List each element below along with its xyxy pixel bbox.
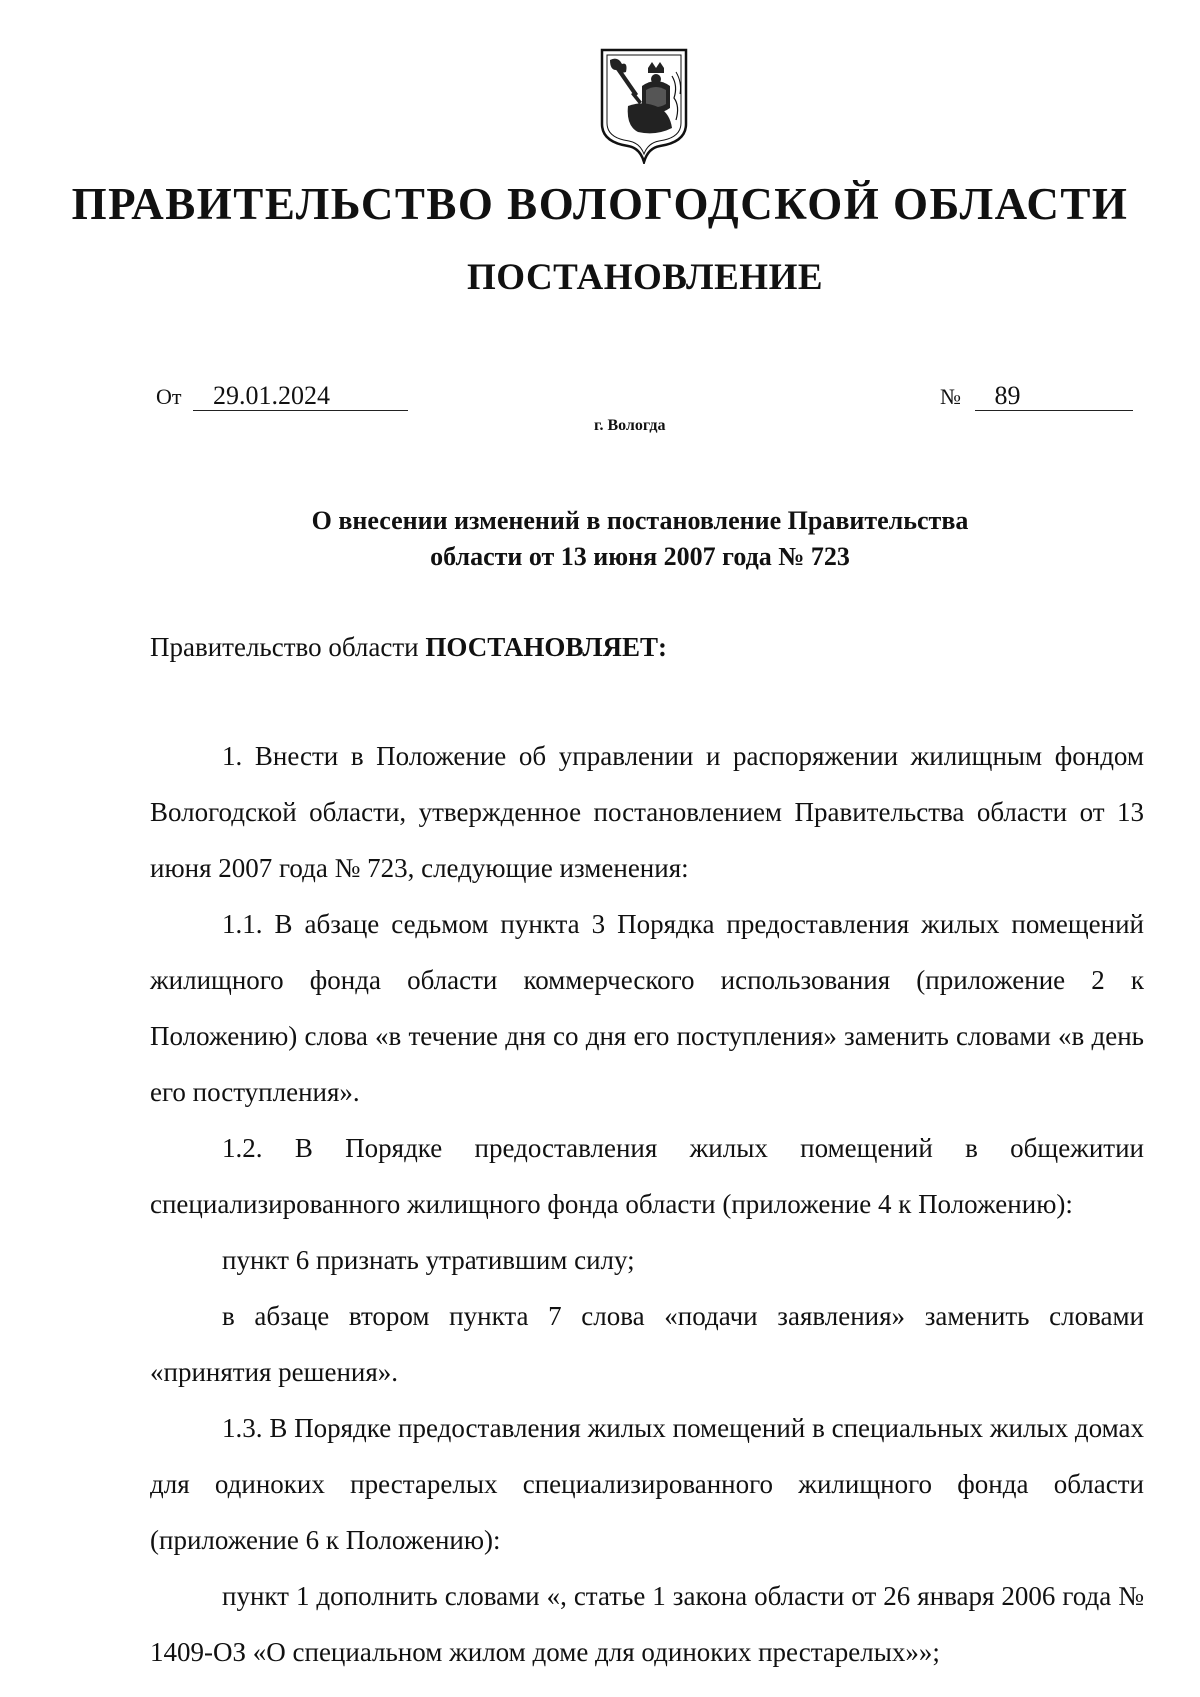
intro-prefix: Правительство области	[150, 632, 426, 662]
document-subject	[0, 503, 1200, 575]
resolution-intro	[150, 632, 667, 663]
date-label: От	[156, 384, 182, 409]
paragraph-1-1: 1.1. В абзаце седьмом пункта 3 Порядка предоставления жилых помещений жилищного фонда области коммерческого использования (приложение 2 к Положению) слова «в течение дня со дня его поступления» заменить словами «в день его поступления».	[150, 909, 1144, 1107]
document-type: ПОСТАНОВЛЕНИЕ	[466, 257, 824, 298]
date-value: 29.01.2024	[193, 382, 408, 411]
subject-line-2: области от 13 июня 2007 года № 723	[430, 542, 850, 571]
paragraph-1: 1. Внести в Положение об управлении и распоряжении жилищным фондом Вологодской области, утвержденное постановлением Правительства области от 13 июня 2007 года № 723, следующие изменения:	[150, 741, 1144, 883]
number-value: 89	[975, 382, 1133, 411]
paragraph-1-3: 1.3. В Порядке предоставления жилых помещений в специальных жилых домах для одиноких престарелых специализированного жилищного фонда области (приложение 6 к Положению):	[150, 1413, 1144, 1555]
paragraph-1-3-a: пункт 1 дополнить словами «, статье 1 закона области от 26 января 2006 года № 1409-ОЗ «О специальном жилом доме для одиноких престарелых»»;	[150, 1581, 1144, 1667]
paragraph-1-2: 1.2. В Порядке предоставления жилых помещений в общежитии специализированного жилищного фонда области (приложение 4 к Положению):	[150, 1133, 1144, 1219]
organization-title: ПРАВИТЕЛЬСТВО ВОЛОГОДСКОЙ ОБЛАСТИ	[71, 179, 1129, 229]
document-date	[156, 382, 408, 411]
coat-of-arms-icon	[598, 46, 690, 164]
number-label: №	[940, 384, 961, 409]
intro-verb: ПОСТАНОВЛЯЕТ:	[425, 632, 667, 662]
paragraph-1-2-a: пункт 6 признать утратившим силу;	[222, 1245, 635, 1275]
document-number	[940, 382, 1133, 411]
document-body	[150, 728, 1144, 1680]
city-name: г. Вологда	[594, 417, 666, 434]
subject-line-1: О внесении изменений в постановление Правительства	[311, 506, 969, 535]
paragraph-1-2-b: в абзаце втором пункта 7 слова «подачи заявления» заменить словами «принятия решения».	[150, 1301, 1144, 1387]
